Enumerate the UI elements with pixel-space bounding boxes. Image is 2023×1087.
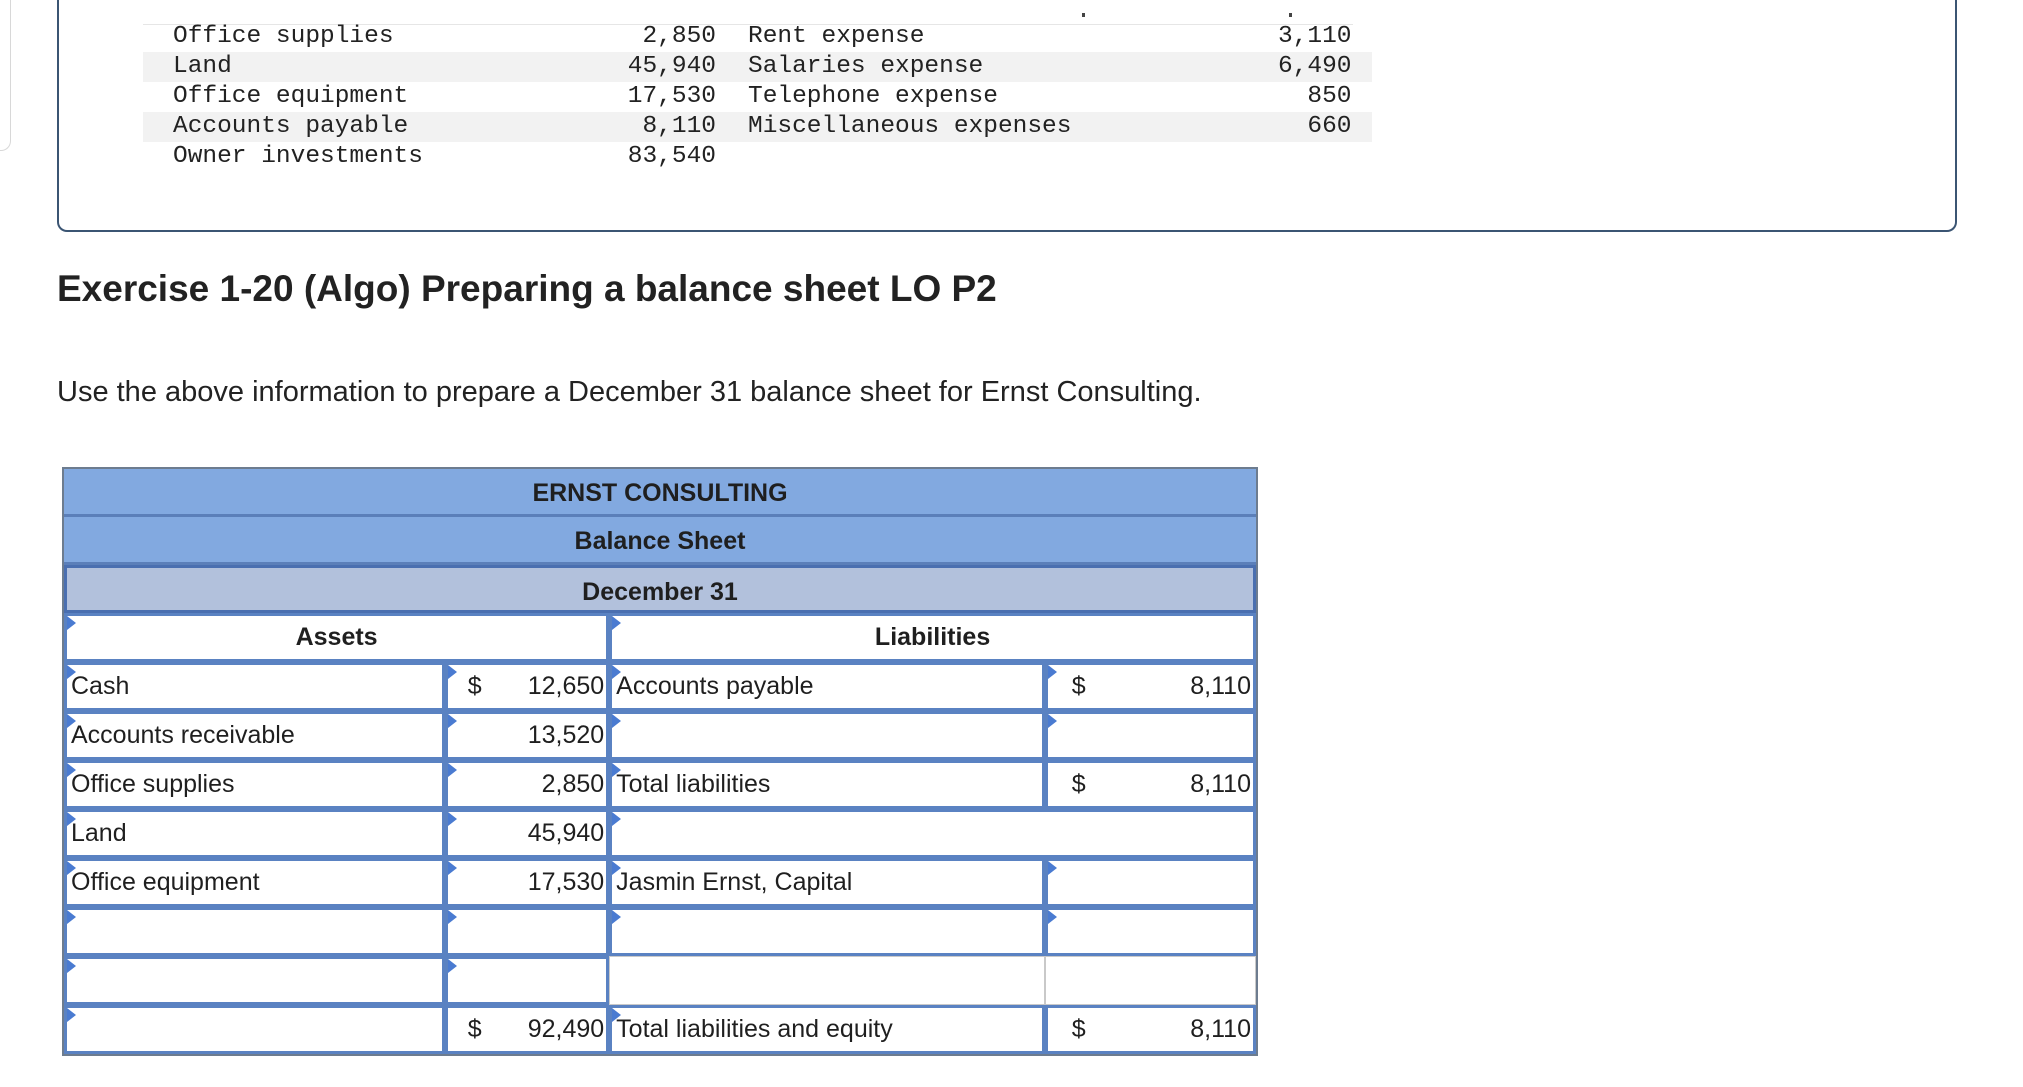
account-amount: 45,940 xyxy=(605,52,748,82)
asset-amount-value: 13,520 xyxy=(527,721,605,749)
total-assets-amount xyxy=(445,1005,609,1054)
data-row xyxy=(143,142,1372,172)
left-edge-tab xyxy=(0,0,11,151)
data-row xyxy=(143,82,1372,112)
account-name: Land xyxy=(143,52,605,82)
data-row xyxy=(143,22,1372,52)
account-amount: 83,540 xyxy=(627,143,716,170)
asset-name-input[interactable] xyxy=(64,956,445,1005)
exercise-instructions: Use the above information to prepare a December 31 balance sheet for Ernst Consulting. xyxy=(57,376,1202,408)
asset-name-input[interactable]: Office supplies xyxy=(64,760,445,809)
account-name: Rent expense xyxy=(748,23,925,50)
account-name: Office supplies xyxy=(173,23,394,50)
table-row xyxy=(64,711,1256,760)
asset-name-input[interactable] xyxy=(64,1005,445,1054)
asset-amount-value: 45,940 xyxy=(527,819,605,847)
asset-amount-value: 2,850 xyxy=(541,770,605,798)
dollar-sign: $ xyxy=(467,1015,482,1043)
account-amount: 6,490 xyxy=(1278,52,1372,82)
section-header-row xyxy=(64,613,1256,662)
balance-sheet xyxy=(62,467,1258,1056)
liability-name-input[interactable]: Total liabilities xyxy=(609,760,1045,809)
account-amount xyxy=(1278,142,1372,172)
asset-amount-input[interactable] xyxy=(445,760,609,809)
asset-amount-input[interactable] xyxy=(445,711,609,760)
asset-amount-input[interactable] xyxy=(445,662,609,711)
liability-name-input[interactable]: Accounts payable xyxy=(609,662,1045,711)
account-name: Owner investments xyxy=(173,143,423,170)
statement-date-header[interactable]: December 31 xyxy=(64,565,1256,613)
liability-amount-value: 8,110 xyxy=(1190,770,1251,798)
total-liabilities-equity-label[interactable]: Total liabilities and equity xyxy=(609,1005,1045,1054)
cutoff-mark xyxy=(1082,13,1085,17)
equity-amount-input[interactable] xyxy=(1045,858,1256,907)
total-liabilities-equity-value: 8,110 xyxy=(1190,1015,1251,1043)
asset-amount-input[interactable] xyxy=(445,907,609,956)
asset-amount-value: 12,650 xyxy=(527,672,605,700)
liability-amount-input[interactable] xyxy=(1045,662,1256,711)
asset-amount-input[interactable] xyxy=(445,956,609,1005)
account-amount: 2,850 xyxy=(642,23,716,50)
table-row xyxy=(64,907,1256,956)
account-name: Salaries expense xyxy=(748,52,1278,82)
dollar-sign: $ xyxy=(1071,770,1086,798)
liability-amount-value: 8,110 xyxy=(1190,672,1251,700)
blank-cell xyxy=(1045,956,1256,1005)
totals-row xyxy=(64,1005,1256,1054)
account-name: Office equipment xyxy=(173,83,409,110)
dollar-sign: $ xyxy=(1071,672,1086,700)
liability-name-input[interactable] xyxy=(609,809,1256,858)
blank-cell xyxy=(609,956,1045,1005)
total-assets-value: 92,490 xyxy=(527,1015,605,1043)
account-amount: 8,110 xyxy=(605,112,748,142)
asset-name-input[interactable]: Office equipment xyxy=(64,858,445,907)
equity-name-input[interactable] xyxy=(609,907,1045,956)
liability-amount-input[interactable] xyxy=(1045,760,1256,809)
cutoff-mark xyxy=(1289,13,1292,17)
liabilities-header[interactable]: Liabilities xyxy=(609,613,1256,662)
asset-name-input[interactable] xyxy=(64,907,445,956)
account-amount: 3,110 xyxy=(1278,23,1352,50)
data-row xyxy=(143,112,1372,142)
equity-name-input[interactable]: Jasmin Ernst, Capital xyxy=(609,858,1045,907)
account-name: Miscellaneous expenses xyxy=(748,112,1278,142)
account-name xyxy=(748,142,1278,172)
asset-name-input[interactable]: Accounts receivable xyxy=(64,711,445,760)
asset-name-input[interactable]: Cash xyxy=(64,662,445,711)
account-amount: 660 xyxy=(1278,112,1372,142)
exercise-heading: Exercise 1-20 (Algo) Preparing a balance sheet LO P2 xyxy=(57,268,997,309)
dollar-sign: $ xyxy=(467,672,482,700)
table-row xyxy=(64,858,1256,907)
statement-title-header: Balance Sheet xyxy=(64,517,1256,565)
liability-name-input[interactable] xyxy=(609,711,1045,760)
account-data-table xyxy=(143,22,1372,172)
table-row xyxy=(64,760,1256,809)
account-name: Accounts payable xyxy=(143,112,605,142)
asset-amount-input[interactable] xyxy=(445,809,609,858)
table-row xyxy=(64,809,1256,858)
account-name: Telephone expense xyxy=(748,83,998,110)
equity-amount-input[interactable] xyxy=(1045,907,1256,956)
table-row xyxy=(64,956,1256,1005)
liability-amount-input[interactable] xyxy=(1045,711,1256,760)
data-row xyxy=(143,52,1372,82)
account-amount: 850 xyxy=(1307,83,1352,110)
asset-amount-input[interactable] xyxy=(445,858,609,907)
total-liabilities-equity-amount xyxy=(1045,1005,1256,1054)
asset-name-input[interactable]: Land xyxy=(64,809,445,858)
assets-header[interactable]: Assets xyxy=(64,613,609,662)
table-row xyxy=(64,662,1256,711)
dollar-sign: $ xyxy=(1071,1015,1086,1043)
account-amount: 17,530 xyxy=(627,83,716,110)
asset-amount-value: 17,530 xyxy=(527,868,605,896)
company-name-header: ERNST CONSULTING xyxy=(64,469,1256,517)
